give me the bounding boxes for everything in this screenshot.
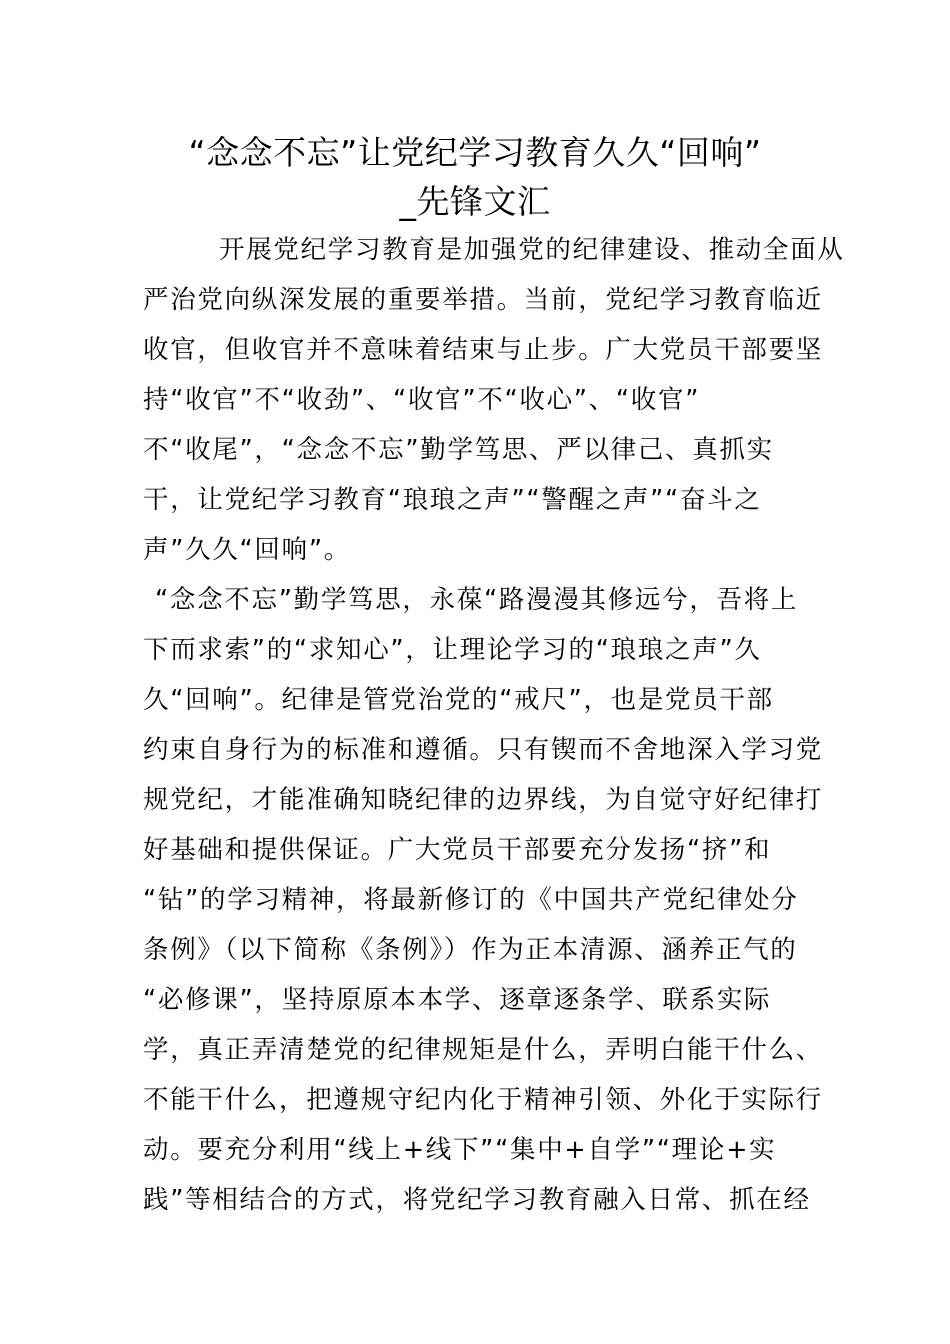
paragraph-2-line: 好基础和提供保证。广大党员干部要充分发扬“挤”和: [143, 835, 772, 865]
paragraph-2-line: 动。要充分利用“线上+线下”“集中+自学”“理论+实: [143, 1135, 777, 1165]
document-title: [120, 128, 830, 226]
paragraph-2-line: “钻”的学习精神，将最新修订的《中国共产党纪律处分: [143, 885, 799, 915]
paragraph-2-line: 践”等相结合的方式，将党纪学习教育融入日常、抓在经: [143, 1185, 811, 1215]
paragraph-2-line: 约束自身行为的标准和遵循。只有锲而不舍地深入学习党: [143, 735, 824, 765]
paragraph-1-line: 开展党纪学习教育是加强党的纪律建设、推动全面从: [219, 235, 845, 265]
paragraph-1-line: 不“收尾”，“念念不忘”勤学笃思、严以律己、真抓实: [143, 435, 774, 465]
paragraph-2-line: 下而求索”的“求知心”，让理论学习的“琅琅之声”久: [143, 635, 762, 665]
paragraph-1-line: 持“收官”不“收劲”、“收官”不“收心”、“收官”: [143, 385, 701, 415]
title-line-2: _先锋文汇: [399, 182, 551, 221]
paragraph-2-line: 条例》（以下简称《条例》）作为正本清源、涵养正气的: [143, 935, 798, 965]
document-body: [143, 225, 845, 1225]
paragraph-1-line: 严治党向纵深发展的重要举措。当前，党纪学习教育临近: [143, 285, 824, 315]
paragraph-1-line: 声”久久“回响”。: [143, 535, 351, 565]
paragraph-1-line: 干，让党纪学习教育“琅琅之声”“警醒之声”“奋斗之: [143, 485, 762, 515]
paragraph-2-line: “必修课”，坚持原原本本学、逐章逐条学、联系实际: [143, 985, 772, 1015]
paragraph-1-line: 收官，但收官并不意味着结束与止步。广大党员干部要坚: [143, 335, 824, 365]
paragraph-2-line: 学，真正弄清楚党的纪律规矩是什么，弄明白能干什么、: [143, 1035, 824, 1065]
title-line-1: “念念不忘”让党纪学习教育久久“回响”: [188, 133, 762, 172]
paragraph-2-line: 规党纪，才能准确知晓纪律的边界线，为自觉守好纪律打: [143, 785, 824, 815]
paragraph-2-line: 不能干什么，把遵规守纪内化于精神引领、外化于实际行: [143, 1085, 824, 1115]
paragraph-2-line: “念念不忘”勤学笃思，永葆“路漫漫其修远兮，吾将上: [155, 585, 799, 615]
paragraph-2-line: 久“回响”。纪律是管党治党的“戒尺”，也是党员干部: [143, 685, 774, 715]
